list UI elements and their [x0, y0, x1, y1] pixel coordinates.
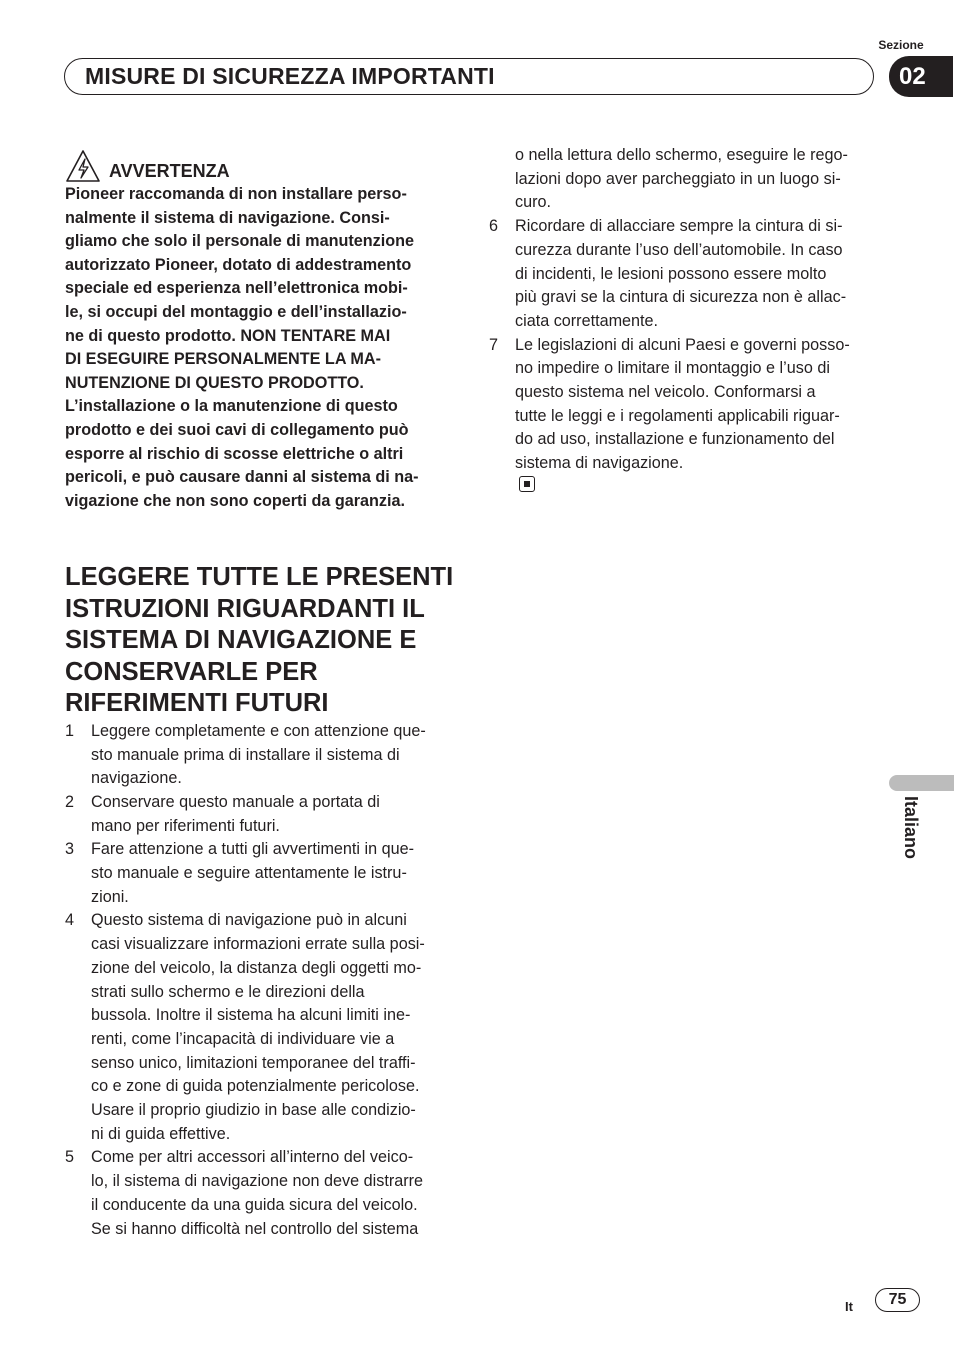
- list-item-number: 4: [65, 911, 75, 930]
- left-column: [65, 148, 455, 1241]
- warning-line: speciale ed esperienza nell’elettronica mobi-: [65, 279, 408, 298]
- list-item: [489, 215, 879, 334]
- list-item-line: Come per altri accessori all’interno del veico-: [91, 1148, 414, 1167]
- list-item-line: renti, come l’incapacità di individuare vie a: [91, 1029, 395, 1048]
- list-item-line: zioni.: [91, 887, 129, 906]
- section-heading-line: SISTEMA DI NAVIGAZIONE E: [65, 626, 417, 655]
- list-item-line: senso unico, limitazioni temporanee del traffi-: [91, 1053, 416, 1072]
- language-label: Italiano: [901, 796, 921, 860]
- warning-line: esporre al rischio di scosse elettriche o altri: [65, 444, 404, 463]
- list-item-number: 3: [65, 840, 75, 859]
- page-title: MISURE DI SICUREZZA IMPORTANTI: [85, 63, 495, 89]
- list-item-line: tutte le leggi e i regolamenti applicabili riguar-: [515, 406, 840, 425]
- list-item-line: sto manuale e seguire attentamente le istru-: [91, 864, 407, 883]
- list-item-line: lazioni dopo aver parcheggiato in un luogo si-: [515, 169, 841, 188]
- section-heading-line: RIFERIMENTI FUTURI: [65, 689, 329, 718]
- list-item-line: no impedire o limitare il montaggio e l’uso di: [515, 359, 830, 378]
- list-item-line: Ricordare di allacciare sempre la cintura di si-: [515, 217, 843, 236]
- list-item-line: ni di guida effettive.: [91, 1124, 231, 1143]
- warning-line: pericoli, e può causare danni al sistema di na-: [65, 468, 419, 487]
- language-code: It: [845, 1299, 853, 1314]
- list-item-line: Fare attenzione a tutti gli avvertimenti in que-: [91, 840, 415, 859]
- list-item-line: sistema di navigazione.: [515, 452, 850, 492]
- safety-list-right: [489, 215, 879, 492]
- warning-header: [65, 148, 455, 184]
- list-item-line: ciata correttamente.: [515, 311, 659, 330]
- warning-line: NUTENZIONE DI QUESTO PRODOTTO.: [65, 373, 364, 392]
- item-5-continuation: [489, 144, 879, 215]
- warning-line: prodotto e dei suoi cavi di collegamento può: [65, 420, 409, 439]
- list-item-line: casi visualizzare informazioni errate sulla posi-: [91, 935, 425, 954]
- list-item: [65, 909, 455, 1146]
- list-item-line: co e zone di guida potenzialmente pericolose.: [91, 1077, 420, 1096]
- list-item-text: [91, 1146, 423, 1241]
- section-heading: [65, 562, 455, 720]
- list-item-number: 2: [65, 792, 75, 811]
- safety-list-left: [65, 720, 455, 1241]
- list-item-text: [91, 720, 426, 791]
- right-column: [489, 144, 879, 492]
- list-item-line: strati sullo schermo e le direzioni della: [91, 982, 365, 1001]
- list-item-number: 1: [65, 721, 75, 740]
- list-item-line: Conservare questo manuale a portata di: [91, 792, 380, 811]
- list-item-text: [515, 215, 846, 334]
- list-item-number: 6: [489, 217, 499, 236]
- list-item-line: più gravi se la cintura di sicurezza non è allac-: [515, 288, 847, 307]
- list-item-text: [515, 334, 850, 492]
- list-item: [65, 838, 455, 909]
- list-item-number: 5: [65, 1148, 75, 1167]
- list-item-line: Se si hanno difficoltà nel controllo del sistema: [91, 1219, 419, 1238]
- list-item-line: Leggere completamente e con attenzione que-: [91, 721, 426, 740]
- section-number-badge: 02: [889, 56, 953, 97]
- list-item-line: curezza durante l’uso dell’automobile. In caso: [515, 240, 843, 259]
- warning-line: L’installazione o la manutenzione di questo: [65, 397, 398, 416]
- list-item-line: Usare il proprio giudizio in base alle condizio-: [91, 1101, 416, 1120]
- electrical-hazard-triangle-icon: [65, 149, 101, 183]
- warning-line: Pioneer raccomanda di non installare perso-: [65, 185, 407, 203]
- section-heading-line: LEGGERE TUTTE LE PRESENTI: [65, 563, 454, 592]
- warning-title: AVVERTENZA: [109, 160, 230, 181]
- list-item: [489, 334, 879, 492]
- list-item-line: mano per riferimenti futuri.: [91, 816, 280, 835]
- end-of-section-icon: [519, 476, 535, 492]
- list-item-text: [91, 909, 425, 1146]
- warning-line: vigazione che non sono coperti da garanzia.: [65, 491, 406, 510]
- section-heading-line: CONSERVARLE PER: [65, 657, 318, 686]
- page-number: 75: [875, 1288, 920, 1312]
- list-item-line: bussola. Inoltre il sistema ha alcuni limiti ine-: [91, 1006, 411, 1025]
- list-item-line: sto manuale prima di installare il sistema di: [91, 745, 400, 764]
- list-item: [65, 791, 455, 838]
- section-label: Sezione: [878, 38, 924, 52]
- list-item-line: curo.: [515, 193, 551, 212]
- warning-line: le, si occupi del montaggio e dell’installazio-: [65, 302, 407, 321]
- list-item-line: lo, il sistema di navigazione non deve distrarre: [91, 1172, 424, 1191]
- language-tab: [889, 775, 954, 791]
- warning-line: DI ESEGUIRE PERSONALMENTE LA MA-: [65, 350, 381, 369]
- warning-line: nalmente il sistema di navigazione. Consi-: [65, 208, 390, 227]
- warning-line: gliamo che solo il personale di manutenzione: [65, 232, 414, 251]
- header-bar: [64, 58, 874, 95]
- list-item-number: 7: [489, 335, 499, 354]
- list-item-line: questo sistema nel veicolo. Conformarsi a: [515, 383, 816, 402]
- list-item-line: Questo sistema di navigazione può in alcuni: [91, 911, 407, 930]
- list-item-line: do ad uso, installazione e funzionamento del: [515, 430, 835, 449]
- list-item-line: Le legislazioni di alcuni Paesi e governi posso-: [515, 335, 850, 354]
- warning-line: autorizzato Pioneer, dotato di addestramento: [65, 255, 412, 274]
- warning-line: ne di questo prodotto. NON TENTARE MAI: [65, 326, 391, 345]
- list-item-line: di incidenti, le lesioni possono essere molto: [515, 264, 827, 283]
- list-item: [65, 720, 455, 791]
- list-item: [65, 1146, 455, 1241]
- list-item-text: [91, 791, 380, 838]
- list-item-text: [91, 838, 414, 909]
- list-item-line: o nella lettura dello schermo, eseguire le rego-: [515, 146, 848, 164]
- section-heading-line: ISTRUZIONI RIGUARDANTI IL: [65, 594, 425, 623]
- list-item-line: il conducente da una guida sicura del veicolo.: [91, 1195, 418, 1214]
- list-item-line: zione del veicolo, la distanza degli oggetti mo-: [91, 958, 422, 977]
- warning-text: [65, 183, 455, 513]
- list-item-line: navigazione.: [91, 769, 182, 788]
